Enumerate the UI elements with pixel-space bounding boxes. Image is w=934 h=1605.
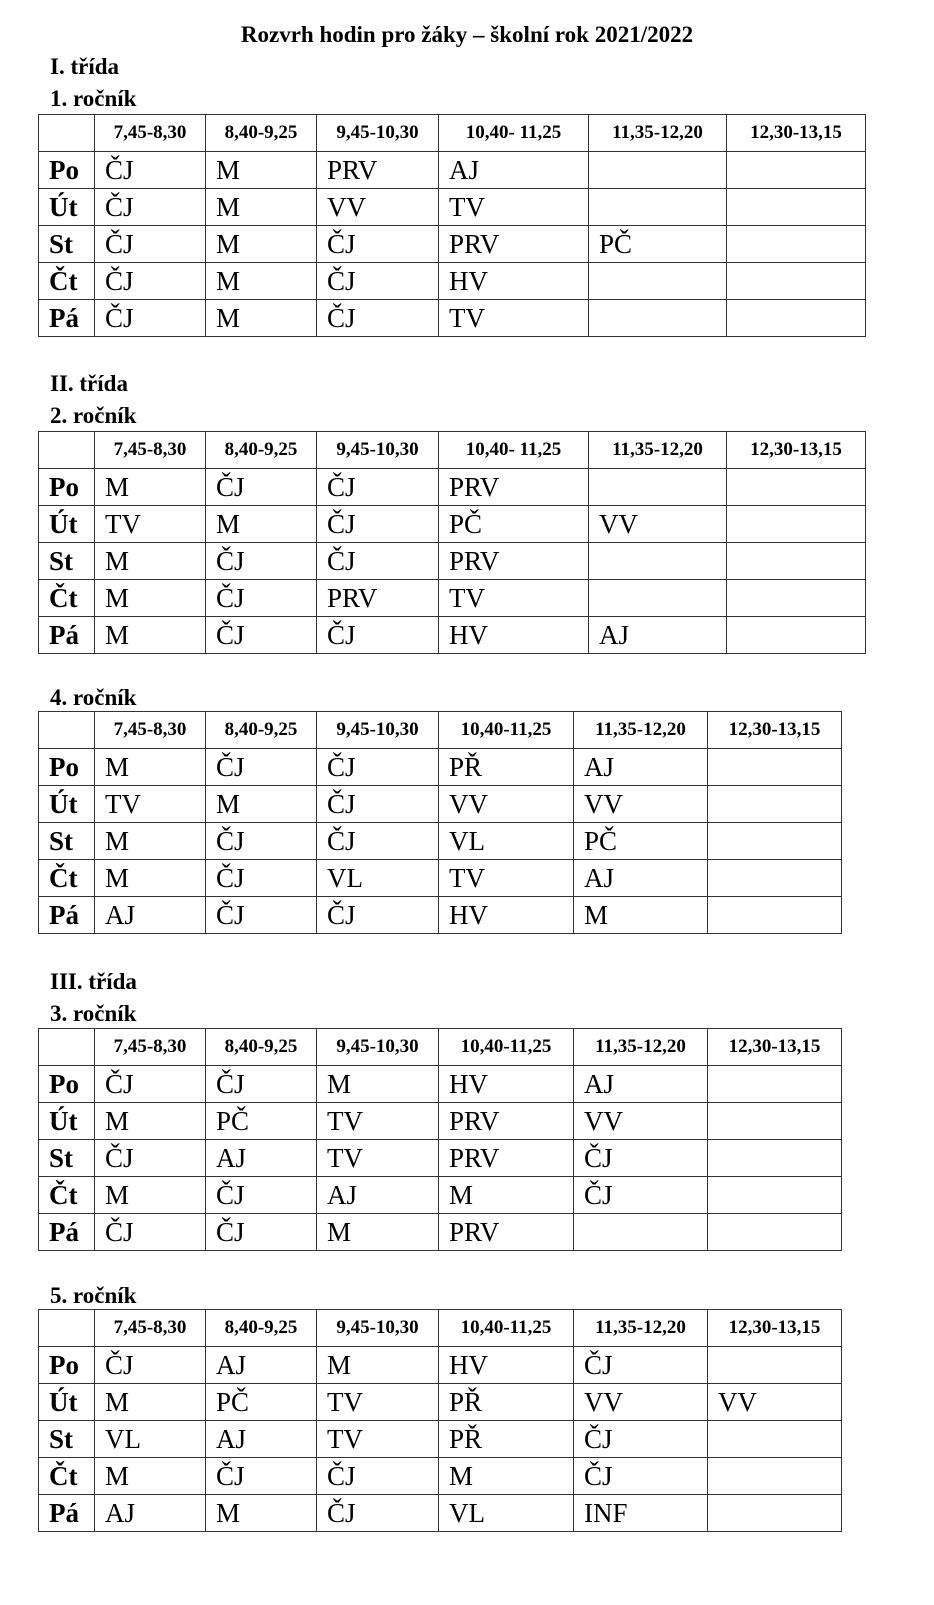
subject-cell: PČ (206, 1384, 317, 1421)
subject-cell: VV (439, 786, 574, 823)
table-row (39, 263, 866, 300)
time-slot-header: 8,40-9,25 (206, 115, 317, 152)
time-slot-header: 8,40-9,25 (206, 432, 317, 469)
time-slot-header: 10,40-11,25 (439, 1310, 574, 1347)
subject-cell: ČJ (574, 1347, 708, 1384)
subject-cell: ČJ (317, 226, 439, 263)
subject-cell: ČJ (574, 1458, 708, 1495)
subject-cell (727, 152, 866, 189)
header-row (39, 712, 842, 749)
subject-cell: AJ (574, 860, 708, 897)
subject-cell (708, 860, 842, 897)
subject-cell: INF (574, 1495, 708, 1532)
subject-cell: VL (439, 1495, 574, 1532)
table-row (39, 823, 842, 860)
corner-cell (39, 1310, 95, 1347)
time-slot-header: 8,40-9,25 (206, 712, 317, 749)
subject-cell: AJ (206, 1140, 317, 1177)
subject-cell: VV (574, 1384, 708, 1421)
subject-cell: ČJ (95, 1347, 206, 1384)
page-title: Rozvrh hodin pro žáky – školní rok 2021/2022 (240, 22, 694, 47)
subject-cell (708, 786, 842, 823)
subject-cell: M (95, 860, 206, 897)
subject-cell: ČJ (574, 1177, 708, 1214)
table-row (39, 226, 866, 263)
subject-cell: PČ (589, 226, 727, 263)
grade-label-5: 5. ročník (50, 1283, 137, 1308)
subject-cell: ČJ (574, 1421, 708, 1458)
subject-cell (708, 749, 842, 786)
subject-cell (727, 617, 866, 654)
subject-cell: PRV (439, 543, 589, 580)
subject-cell: M (206, 786, 317, 823)
subject-cell: PRV (439, 1140, 574, 1177)
header-row (39, 1310, 842, 1347)
subject-cell: HV (439, 617, 589, 654)
day-label: Po (39, 749, 95, 786)
subject-cell: AJ (317, 1177, 439, 1214)
subject-cell: VL (439, 823, 574, 860)
class-label-2: II. třída (50, 371, 128, 396)
day-label: Pá (39, 617, 95, 654)
subject-cell: M (206, 300, 317, 337)
timetable-grade-2 (38, 431, 866, 654)
timetable-grade-4 (38, 711, 842, 934)
table-row (39, 749, 842, 786)
subject-cell: ČJ (95, 263, 206, 300)
day-label: Čt (39, 1458, 95, 1495)
subject-cell: PRV (439, 226, 589, 263)
time-slot-header: 12,30-13,15 (708, 1029, 842, 1066)
subject-cell: ČJ (95, 226, 206, 263)
corner-cell (39, 115, 95, 152)
subject-cell: TV (317, 1103, 439, 1140)
day-label: Pá (39, 1495, 95, 1532)
subject-cell: TV (95, 506, 206, 543)
timetable-grade-1 (38, 114, 866, 337)
table-row (39, 1214, 842, 1251)
subject-cell (727, 263, 866, 300)
subject-cell: ČJ (95, 1140, 206, 1177)
time-slot-header: 7,45-8,30 (95, 115, 206, 152)
subject-cell: M (206, 152, 317, 189)
subject-cell: HV (439, 263, 589, 300)
time-slot-header: 12,30-13,15 (727, 115, 866, 152)
subject-cell (727, 543, 866, 580)
subject-cell: M (206, 226, 317, 263)
subject-cell: ČJ (206, 860, 317, 897)
subject-cell (708, 1214, 842, 1251)
subject-cell: HV (439, 1347, 574, 1384)
subject-cell (589, 580, 727, 617)
subject-cell: TV (439, 580, 589, 617)
subject-cell: M (95, 580, 206, 617)
subject-cell: ČJ (317, 506, 439, 543)
subject-cell: VV (574, 1103, 708, 1140)
day-label: St (39, 1140, 95, 1177)
subject-cell: ČJ (317, 1495, 439, 1532)
subject-cell (727, 580, 866, 617)
day-label: Čt (39, 263, 95, 300)
subject-cell: ČJ (206, 617, 317, 654)
subject-cell: VL (317, 860, 439, 897)
subject-cell: M (574, 897, 708, 934)
subject-cell: PRV (439, 1214, 574, 1251)
day-label: Po (39, 469, 95, 506)
subject-cell (708, 1458, 842, 1495)
subject-cell: TV (317, 1140, 439, 1177)
subject-cell: ČJ (95, 189, 206, 226)
header-row (39, 115, 866, 152)
subject-cell: ČJ (95, 300, 206, 337)
class-label-3: III. třída (50, 969, 137, 994)
timetable-grade-5 (38, 1309, 842, 1532)
subject-cell: TV (317, 1421, 439, 1458)
subject-cell: HV (439, 897, 574, 934)
grade-label-3: 3. ročník (50, 1001, 137, 1026)
subject-cell: PRV (317, 580, 439, 617)
subject-cell: ČJ (317, 263, 439, 300)
subject-cell (589, 469, 727, 506)
subject-cell: ČJ (317, 469, 439, 506)
subject-cell: AJ (439, 152, 589, 189)
subject-cell: M (95, 617, 206, 654)
subject-cell: ČJ (574, 1140, 708, 1177)
day-label: Út (39, 1384, 95, 1421)
table-row (39, 152, 866, 189)
time-slot-header: 11,35-12,20 (589, 432, 727, 469)
subject-cell: VV (574, 786, 708, 823)
day-label: Čt (39, 1177, 95, 1214)
subject-cell: ČJ (206, 469, 317, 506)
subject-cell: ČJ (95, 152, 206, 189)
subject-cell: ČJ (206, 1458, 317, 1495)
time-slot-header: 8,40-9,25 (206, 1310, 317, 1347)
subject-cell: M (95, 543, 206, 580)
time-slot-header: 7,45-8,30 (95, 432, 206, 469)
table-row (39, 543, 866, 580)
table-row (39, 1458, 842, 1495)
day-label: Čt (39, 580, 95, 617)
subject-cell: ČJ (317, 300, 439, 337)
subject-cell: AJ (574, 1066, 708, 1103)
subject-cell: M (317, 1347, 439, 1384)
day-label: Út (39, 786, 95, 823)
subject-cell: ČJ (206, 749, 317, 786)
header-row (39, 1029, 842, 1066)
table-row (39, 786, 842, 823)
subject-cell (727, 189, 866, 226)
subject-cell (708, 897, 842, 934)
subject-cell: ČJ (317, 897, 439, 934)
subject-cell: M (439, 1458, 574, 1495)
table-row (39, 860, 842, 897)
time-slot-header: 12,30-13,15 (727, 432, 866, 469)
table-row (39, 617, 866, 654)
table-row (39, 580, 866, 617)
subject-cell (727, 469, 866, 506)
subject-cell: ČJ (317, 1458, 439, 1495)
subject-cell: PČ (439, 506, 589, 543)
time-slot-header: 12,30-13,15 (708, 712, 842, 749)
subject-cell: HV (439, 1066, 574, 1103)
day-label: Út (39, 189, 95, 226)
subject-cell: M (317, 1214, 439, 1251)
subject-cell: PRV (439, 469, 589, 506)
table-row (39, 469, 866, 506)
table-row (39, 1140, 842, 1177)
day-label: Po (39, 152, 95, 189)
subject-cell: ČJ (206, 1066, 317, 1103)
subject-cell: ČJ (317, 749, 439, 786)
time-slot-header: 11,35-12,20 (574, 712, 708, 749)
time-slot-header: 7,45-8,30 (95, 1310, 206, 1347)
subject-cell: PRV (317, 152, 439, 189)
day-label: Po (39, 1347, 95, 1384)
subject-cell: TV (95, 786, 206, 823)
subject-cell: TV (317, 1384, 439, 1421)
subject-cell: PŘ (439, 1421, 574, 1458)
time-slot-header: 10,40-11,25 (439, 712, 574, 749)
day-label: Út (39, 1103, 95, 1140)
day-label: St (39, 823, 95, 860)
subject-cell: M (95, 1103, 206, 1140)
subject-cell: M (206, 263, 317, 300)
subject-cell: M (95, 823, 206, 860)
subject-cell (727, 226, 866, 263)
table-row (39, 1066, 842, 1103)
subject-cell: M (95, 1458, 206, 1495)
subject-cell: VL (95, 1421, 206, 1458)
subject-cell (708, 823, 842, 860)
time-slot-header: 11,35-12,20 (574, 1310, 708, 1347)
subject-cell: AJ (95, 1495, 206, 1532)
grade-label-2: 2. ročník (50, 403, 137, 428)
subject-cell: M (206, 1495, 317, 1532)
corner-cell (39, 432, 95, 469)
subject-cell (727, 300, 866, 337)
time-slot-header: 8,40-9,25 (206, 1029, 317, 1066)
time-slot-header: 10,40- 11,25 (439, 115, 589, 152)
time-slot-header: 9,45-10,30 (317, 1310, 439, 1347)
subject-cell: ČJ (317, 786, 439, 823)
subject-cell (589, 300, 727, 337)
subject-cell: PŘ (439, 749, 574, 786)
subject-cell (708, 1103, 842, 1140)
table-row (39, 300, 866, 337)
time-slot-header: 11,35-12,20 (574, 1029, 708, 1066)
corner-cell (39, 712, 95, 749)
subject-cell: AJ (206, 1347, 317, 1384)
time-slot-header: 9,45-10,30 (317, 115, 439, 152)
day-label: Pá (39, 897, 95, 934)
time-slot-header: 9,45-10,30 (317, 432, 439, 469)
day-label: St (39, 226, 95, 263)
subject-cell (708, 1140, 842, 1177)
subject-cell: ČJ (95, 1066, 206, 1103)
subject-cell: M (95, 749, 206, 786)
subject-cell: ČJ (206, 897, 317, 934)
subject-cell: M (206, 506, 317, 543)
subject-cell: M (95, 1384, 206, 1421)
subject-cell (708, 1421, 842, 1458)
subject-cell: M (206, 189, 317, 226)
table-row (39, 1347, 842, 1384)
table-row (39, 1103, 842, 1140)
time-slot-header: 7,45-8,30 (95, 712, 206, 749)
subject-cell: AJ (95, 897, 206, 934)
subject-cell (589, 152, 727, 189)
table-row (39, 1384, 842, 1421)
time-slot-header: 7,45-8,30 (95, 1029, 206, 1066)
subject-cell: AJ (574, 749, 708, 786)
subject-cell (589, 189, 727, 226)
subject-cell: ČJ (206, 580, 317, 617)
subject-cell: VV (589, 506, 727, 543)
timetable-grade-3 (38, 1028, 842, 1251)
time-slot-header: 9,45-10,30 (317, 1029, 439, 1066)
subject-cell: ČJ (206, 823, 317, 860)
subject-cell: M (95, 469, 206, 506)
day-label: Pá (39, 1214, 95, 1251)
subject-cell: M (439, 1177, 574, 1214)
subject-cell (708, 1177, 842, 1214)
subject-cell: VV (317, 189, 439, 226)
day-label: Po (39, 1066, 95, 1103)
time-slot-header: 12,30-13,15 (708, 1310, 842, 1347)
subject-cell (708, 1066, 842, 1103)
table-row (39, 897, 842, 934)
subject-cell: ČJ (206, 543, 317, 580)
subject-cell: PŘ (439, 1384, 574, 1421)
grade-label-4: 4. ročník (50, 685, 137, 710)
day-label: Čt (39, 860, 95, 897)
subject-cell: AJ (589, 617, 727, 654)
subject-cell (727, 506, 866, 543)
time-slot-header: 10,40-11,25 (439, 1029, 574, 1066)
subject-cell: VV (708, 1384, 842, 1421)
subject-cell: M (95, 1177, 206, 1214)
subject-cell (589, 263, 727, 300)
subject-cell (574, 1214, 708, 1251)
subject-cell: ČJ (206, 1177, 317, 1214)
subject-cell: ČJ (317, 543, 439, 580)
time-slot-header: 9,45-10,30 (317, 712, 439, 749)
day-label: Út (39, 506, 95, 543)
table-row (39, 506, 866, 543)
table-row (39, 189, 866, 226)
subject-cell: ČJ (95, 1214, 206, 1251)
table-row (39, 1495, 842, 1532)
subject-cell: AJ (206, 1421, 317, 1458)
subject-cell: ČJ (317, 823, 439, 860)
table-row (39, 1177, 842, 1214)
subject-cell (708, 1347, 842, 1384)
time-slot-header: 11,35-12,20 (589, 115, 727, 152)
day-label: Pá (39, 300, 95, 337)
class-label-1: I. třída (50, 54, 119, 79)
subject-cell: PČ (574, 823, 708, 860)
time-slot-header: 10,40- 11,25 (439, 432, 589, 469)
subject-cell: TV (439, 860, 574, 897)
subject-cell: ČJ (206, 1214, 317, 1251)
day-label: St (39, 1421, 95, 1458)
subject-cell: M (317, 1066, 439, 1103)
header-row (39, 432, 866, 469)
grade-label-1: 1. ročník (50, 86, 137, 111)
corner-cell (39, 1029, 95, 1066)
day-label: St (39, 543, 95, 580)
subject-cell: TV (439, 189, 589, 226)
subject-cell: PRV (439, 1103, 574, 1140)
subject-cell: ČJ (317, 617, 439, 654)
subject-cell: TV (439, 300, 589, 337)
table-row (39, 1421, 842, 1458)
subject-cell (708, 1495, 842, 1532)
subject-cell: PČ (206, 1103, 317, 1140)
subject-cell (589, 543, 727, 580)
